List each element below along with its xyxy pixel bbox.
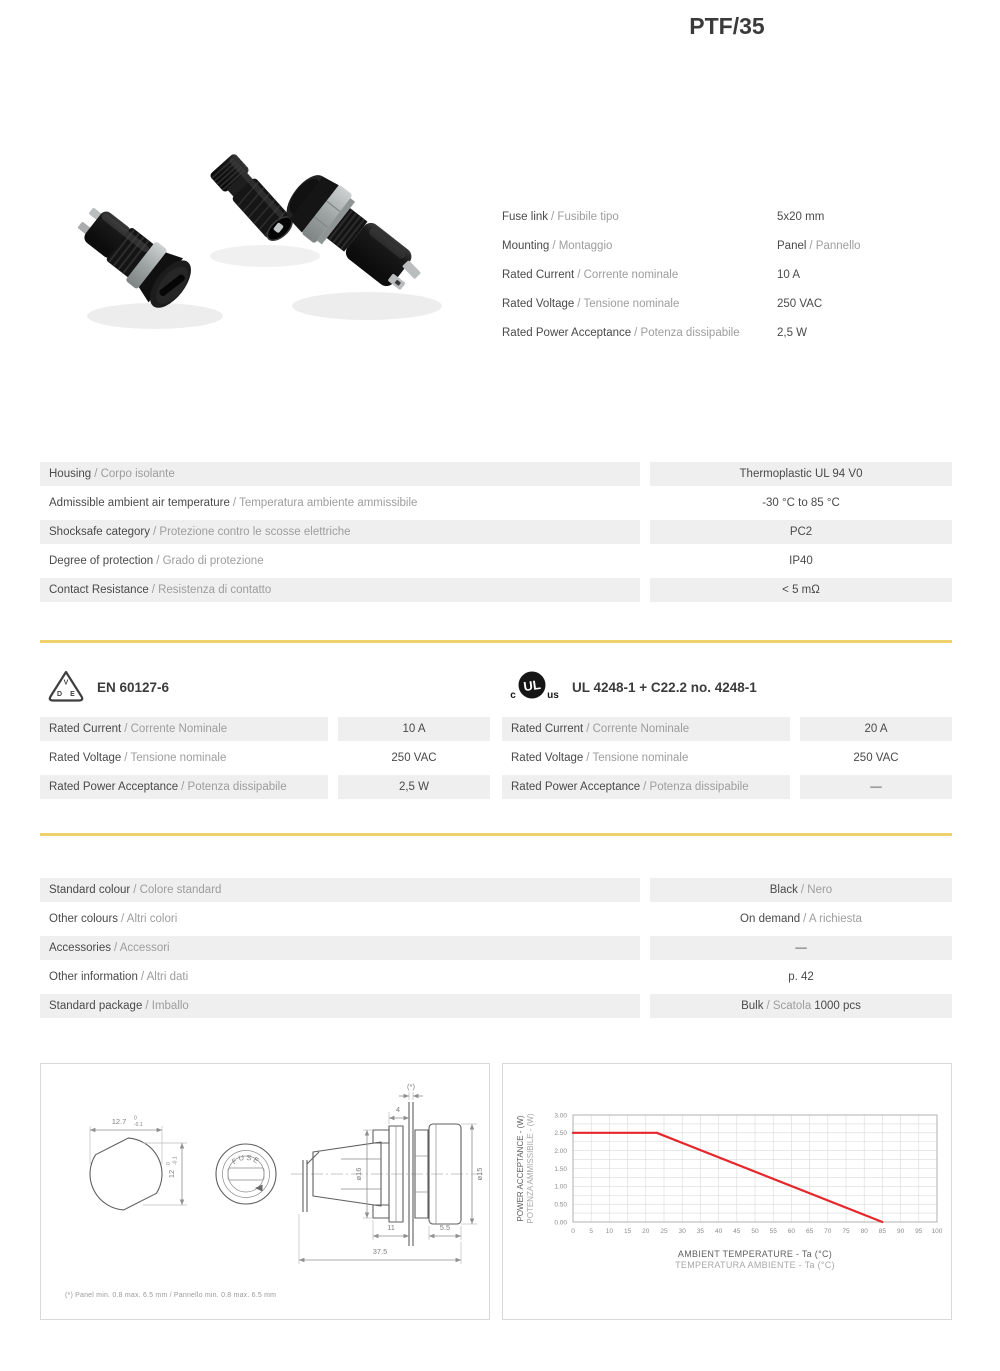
fuse-holder-photo-illustration xyxy=(55,118,475,366)
row-value: 20 A xyxy=(800,717,952,741)
spec-label-it: / Potenza dissipabile xyxy=(634,327,740,339)
row-label: Degree of protection / Grado di protezione xyxy=(49,555,264,567)
svg-text:60: 60 xyxy=(787,1228,796,1235)
svg-text:V: V xyxy=(63,679,69,687)
row-value: PC2 xyxy=(650,520,952,544)
svg-text:2.50: 2.50 xyxy=(554,1130,567,1138)
cert-heading-en60127 xyxy=(46,668,169,706)
row-label: Housing / Corpo isolante xyxy=(40,462,640,486)
table-row xyxy=(502,775,952,799)
row-label: Other information / Altri dati xyxy=(49,971,189,983)
table-row xyxy=(40,491,952,515)
svg-text:10: 10 xyxy=(605,1228,614,1235)
row-label: Rated Current / Corrente Nominale xyxy=(502,717,790,741)
spec-value: 10 A xyxy=(777,269,801,281)
dim-cutout-height: 12 xyxy=(167,1169,176,1179)
table-row xyxy=(40,936,952,960)
row-value: — xyxy=(800,775,952,799)
spec-value: 5x20 mm xyxy=(777,211,825,223)
table-row xyxy=(40,994,952,1018)
row-value: Black / Nero xyxy=(650,878,952,902)
row-label: Standard colour / Colore standard xyxy=(40,878,640,902)
spec-row xyxy=(502,232,954,261)
row-value: -30 °C to 85 °C xyxy=(762,497,840,509)
shadow xyxy=(210,245,320,267)
row-label: Shocksafe category / Protezione contro le scosse elettriche xyxy=(40,520,640,544)
row-value: — xyxy=(650,936,952,960)
spec-label-it: / Fusibile tipo xyxy=(551,211,619,223)
spec-row xyxy=(502,319,954,348)
x-axis-title-secondary: TEMPERATURA AMBIENTE - Ta (°C) xyxy=(675,1260,835,1270)
dim-cutout-width: 12.7 xyxy=(111,1117,127,1126)
dim-cutout-width-tol-bottom: -0.1 xyxy=(134,1122,143,1128)
svg-text:UL: UL xyxy=(522,676,542,695)
row-label: Other colours / Altri colori xyxy=(49,913,178,925)
general-specs-table xyxy=(40,462,952,606)
svg-text:55: 55 xyxy=(769,1228,777,1235)
spec-value: 250 VAC xyxy=(777,298,823,310)
dim-total-length: 37.5 xyxy=(372,1247,388,1256)
table-row xyxy=(40,878,952,902)
row-value: Thermoplastic UL 94 V0 xyxy=(650,462,952,486)
row-value: < 5 mΩ xyxy=(650,578,952,602)
spec-label-en: Fuse link xyxy=(502,211,549,223)
spec-value: Panel / Pannello xyxy=(777,240,861,252)
spec-label-en: Mounting xyxy=(502,240,550,252)
row-label: Rated Voltage / Tensione nominale xyxy=(511,752,689,764)
section-divider xyxy=(40,640,952,643)
cULus-mark-icon xyxy=(505,669,561,705)
y-axis-title-secondary: POTENZA AMMISSIBILE - (W) xyxy=(526,1113,535,1224)
svg-text:95: 95 xyxy=(915,1228,923,1235)
row-label: Rated Current / Corrente Nominale xyxy=(40,717,328,741)
dimension-drawing-panel xyxy=(40,1063,490,1320)
dim-cutout-height-tol-bottom: -0.1 xyxy=(172,1156,179,1165)
svg-text:0: 0 xyxy=(571,1228,575,1235)
row-label: Rated Power Acceptance / Potenza dissipabile xyxy=(502,775,790,799)
standard-name: EN 60127-6 xyxy=(97,679,170,695)
row-value: IP40 xyxy=(789,555,813,567)
spec-value: 2,5 W xyxy=(777,327,808,339)
drawing-footnote: (*) Panel min. 0.8 max. 6.5 mm / Pannello min. 0.8 max. 6.5 mm xyxy=(65,1292,277,1299)
table-row xyxy=(40,717,490,741)
svg-text:70: 70 xyxy=(824,1228,832,1235)
row-label: Contact Resistance / Resistenza di contatto xyxy=(40,578,640,602)
dim-thread-dia: ø16 xyxy=(354,1167,363,1181)
table-row xyxy=(40,520,952,544)
row-value: p. 42 xyxy=(788,971,814,983)
dim-flange-to-panel: 4 xyxy=(395,1105,401,1114)
table-row xyxy=(40,462,952,486)
spec-row xyxy=(502,261,954,290)
standard-name: UL 4248-1 + C22.2 no. 4248-1 xyxy=(572,679,757,695)
svg-text:0.50: 0.50 xyxy=(554,1201,567,1209)
cap-fuse-label: FUSE xyxy=(230,1152,262,1167)
dim-panel-ref: (*) xyxy=(407,1082,415,1091)
row-value: 2,5 W xyxy=(338,775,490,799)
dim-cutout-height-tol-top: 0 xyxy=(166,1162,172,1165)
derating-chart xyxy=(503,1064,951,1319)
section-divider xyxy=(40,833,952,836)
svg-text:2.00: 2.00 xyxy=(554,1147,567,1155)
row-label: Standard package / Imballo xyxy=(40,994,640,1018)
en-cert-table xyxy=(40,717,490,803)
panel-cutout-view xyxy=(80,1116,187,1218)
front-cap-view xyxy=(216,1144,276,1204)
fuse-holder-right xyxy=(277,165,433,306)
spec-label-it: / Corrente nominale xyxy=(577,269,679,281)
svg-text:us: us xyxy=(547,690,559,701)
spec-label-it: / Montaggio xyxy=(552,240,613,252)
svg-text:1.00: 1.00 xyxy=(554,1183,567,1191)
dim-bezel-depth: 5.5 xyxy=(439,1223,451,1232)
dim-cutout-width-tol-top: 0 xyxy=(134,1115,137,1122)
row-value: Bulk / Scatola 1000 pcs xyxy=(650,994,952,1018)
dim-rear-length: 11 xyxy=(387,1223,395,1232)
product-photo xyxy=(55,118,475,366)
svg-text:100: 100 xyxy=(931,1228,943,1235)
svg-text:50: 50 xyxy=(751,1228,759,1235)
svg-text:25: 25 xyxy=(660,1228,668,1235)
svg-text:c: c xyxy=(510,690,516,701)
table-row xyxy=(40,549,952,573)
derating-chart-panel xyxy=(502,1063,952,1320)
cert-heading-ul4248 xyxy=(505,668,757,706)
svg-text:80: 80 xyxy=(860,1228,868,1235)
fuse-holder-left xyxy=(68,195,199,314)
row-label: Admissible ambient air temperature / Temperatura ambiente ammissibile xyxy=(49,497,418,509)
spec-label-it: / Tensione nominale xyxy=(577,298,680,310)
svg-text:65: 65 xyxy=(805,1228,814,1235)
ul-cert-table xyxy=(502,717,952,803)
svg-text:85: 85 xyxy=(878,1228,887,1235)
table-row xyxy=(40,775,490,799)
cap-arrow-marker xyxy=(255,1185,263,1192)
svg-text:E: E xyxy=(70,691,75,698)
svg-text:FUSE xyxy=(230,1153,262,1166)
svg-text:D: D xyxy=(56,691,63,698)
table-row xyxy=(40,578,952,602)
row-label: Rated Power Acceptance / Potenza dissipabile xyxy=(40,775,328,799)
technical-drawing xyxy=(41,1064,489,1319)
table-row xyxy=(40,746,490,770)
spec-row xyxy=(502,290,954,319)
page-title: PTF/35 xyxy=(689,13,765,39)
svg-text:90: 90 xyxy=(896,1228,905,1235)
svg-text:1.50: 1.50 xyxy=(554,1165,567,1173)
shadow xyxy=(292,292,442,320)
row-label: Accessories / Accessori xyxy=(40,936,640,960)
dim-bezel-dia: ø15 xyxy=(475,1167,484,1181)
svg-text:0.00: 0.00 xyxy=(554,1219,567,1227)
svg-text:45: 45 xyxy=(733,1228,741,1235)
ordering-info-table xyxy=(40,878,952,1022)
y-axis-title: POWER ACCEPTANCE - (W) xyxy=(516,1115,525,1222)
row-value: On demand / A richiesta xyxy=(740,913,862,925)
row-label: Rated Voltage / Tensione nominale xyxy=(49,752,227,764)
spec-label-en: Rated Power Acceptance xyxy=(502,327,632,339)
svg-text:15: 15 xyxy=(623,1228,632,1235)
svg-text:35: 35 xyxy=(696,1228,705,1235)
table-row xyxy=(40,907,952,931)
svg-text:5: 5 xyxy=(589,1228,594,1235)
spec-row xyxy=(502,203,954,232)
row-value: 250 VAC xyxy=(853,752,899,764)
svg-text:30: 30 xyxy=(678,1228,686,1235)
svg-text:40: 40 xyxy=(714,1228,723,1235)
vde-triangle-icon xyxy=(46,669,86,705)
row-value: 250 VAC xyxy=(391,752,437,764)
x-axis-title: AMBIENT TEMPERATURE - Ta (°C) xyxy=(677,1249,833,1259)
fuse-carrier-middle xyxy=(209,153,298,246)
side-view-dimensions xyxy=(299,1082,484,1264)
spec-label-en: Rated Current xyxy=(502,269,575,281)
svg-text:20: 20 xyxy=(642,1228,650,1235)
table-row xyxy=(502,746,952,770)
svg-text:3.00: 3.00 xyxy=(554,1112,567,1120)
table-row xyxy=(502,717,952,741)
spec-label-en: Rated Voltage xyxy=(502,298,575,310)
svg-text:75: 75 xyxy=(842,1228,850,1235)
table-row xyxy=(40,965,952,989)
row-value: 10 A xyxy=(338,717,490,741)
